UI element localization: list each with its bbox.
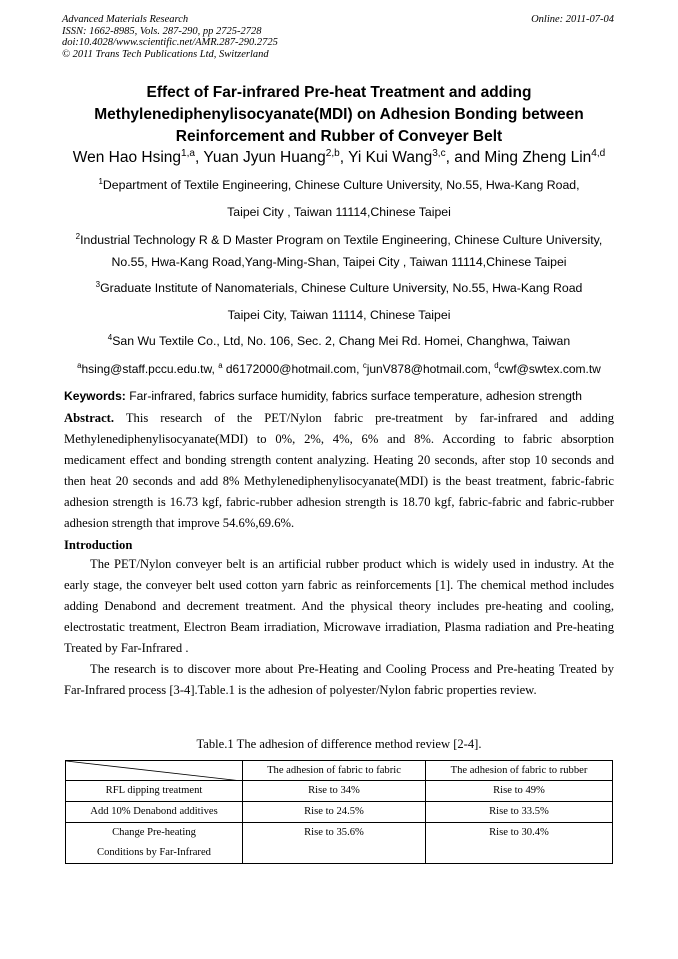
doi-line: doi:10.4028/www.scientific.net/AMR.287-290.2725 — [62, 37, 278, 49]
table-row — [66, 823, 613, 864]
email-d: cwf@swtex.com.tw — [498, 362, 601, 376]
cell-fabric-fabric: Rise to 35.6% — [243, 823, 426, 864]
author-and: , and — [445, 149, 485, 166]
journal-name: Advanced Materials Research — [62, 14, 189, 25]
author-4: Ming Zheng Lin — [484, 149, 592, 166]
affiliation-2-line-2: No.55, Hwa-Kang Road,Yang-Ming-Shan, Taipei City , Taiwan 11114,Chinese Taipei — [111, 255, 567, 269]
abstract — [64, 408, 614, 534]
author-sep: , — [195, 149, 204, 166]
affiliation-4-line-1: San Wu Textile Co., Ltd, No. 106, Sec. 2, Chang Mei Rd. Homei, Changhwa, Taiwan — [112, 334, 571, 348]
introduction-heading: Introduction — [64, 538, 133, 552]
row-label-line-1: Change Pre-heating — [112, 827, 196, 838]
affiliation-2-line-1: Industrial Technology R & D Master Program on Textile Engineering, Chinese Culture University, — [80, 233, 603, 247]
author-3: Yi Kui Wang — [348, 149, 433, 166]
author-3-sup: 3,c — [432, 147, 446, 159]
keywords — [64, 385, 616, 407]
cell-fabric-rubber: Rise to 30.4% — [425, 823, 612, 864]
email-c-sup: c — [362, 361, 367, 370]
table-header-row — [66, 761, 613, 781]
keywords-text: Far-infrared, fabrics surface humidity, fabrics surface temperature, adhesion strength — [125, 389, 583, 403]
affiliation-3 — [40, 277, 638, 326]
table-row — [66, 802, 613, 823]
email-a: hsing@staff.pccu.edu.tw, — [81, 362, 219, 376]
affiliation-2-sup: 2 — [75, 231, 81, 241]
affiliation-2 — [40, 229, 638, 273]
email-list — [40, 358, 638, 380]
cell-fabric-fabric: Rise to 24.5% — [243, 802, 426, 823]
intro-paragraph-2: The research is to discover more about Pre-Heating and Cooling Process and Pre-heating Treated by Far-Infrared process [3-4].Table.1 is the adhesion of polyester/Nylon fabric properties review. — [64, 662, 614, 697]
affiliation-4 — [40, 330, 638, 352]
col-header-fabric-fabric: The adhesion of fabric to fabric — [243, 761, 426, 781]
author-2: Yuan Jyun Huang — [203, 149, 326, 166]
title-line-3: Reinforcement and Rubber of Conveyer Belt — [175, 128, 503, 145]
table-caption: Table.1 The adhesion of difference method review [2-4]. — [196, 737, 482, 751]
author-1-sup: 1,a — [181, 147, 195, 159]
cell-fabric-fabric: Rise to 34% — [243, 781, 426, 802]
email-b-sup: a — [218, 361, 223, 370]
row-label: RFL dipping treatment — [66, 781, 243, 802]
introduction-body — [64, 554, 614, 701]
affiliation-1-sup: 1 — [98, 176, 103, 186]
affiliation-1-line-1: Department of Textile Engineering, Chinese Culture University, No.55, Hwa-Kang Road, — [102, 178, 580, 192]
col-header-fabric-rubber: The adhesion of fabric to rubber — [425, 761, 612, 781]
cell-fabric-rubber: Rise to 33.5% — [425, 802, 612, 823]
author-4-sup: 4,d — [591, 147, 606, 159]
affiliation-3-line-2: Taipei City, Taiwan 11114, Chinese Taipei — [227, 308, 451, 322]
row-label: Add 10% Denabond additives — [66, 802, 243, 823]
email-a-sup: a — [77, 361, 82, 370]
adhesion-review-table — [65, 760, 613, 864]
author-1: Wen Hao Hsing — [72, 149, 181, 166]
affiliation-1 — [40, 174, 638, 223]
issn-line: ISSN: 1662-8985, Vols. 287-290, pp 2725-2728 — [62, 25, 262, 37]
online-date: Online: 2011-07-04 — [531, 14, 614, 25]
table-corner-cell — [66, 761, 243, 781]
intro-paragraph-1: The PET/Nylon conveyer belt is an artificial rubber product which is widely used in industry. At the early stage, the conveyer belt used cotton yarn fabric as reinforcements [1]. The chemical method includes adding Denabond and decrement treatment. And the physical theory includes pre-heating and cooling, electrostatic treatment, Electron Beam irradiation, Microwave irradiation, Plasma radiation and Pre-heating Treated by Far-Infrared . — [64, 557, 614, 655]
abstract-label: Abstract. — [64, 411, 115, 425]
abstract-text: This research of the PET/Nylon fabric pre-treatment by far-infrared and adding Methylenediphenylisocyanate(MDI) to 0%, 2%, 4%, 6% and 8%. According to fabric absorption medicament effect and bonding strength content analyzing. Heating 20 seconds, after stop 10 seconds and then heat 20 seconds and add 8% Methylenediphenylisocyanate(MDI) is the beast treatment, fabric-fabric adhesion strength is 16.73 kgf, fabric-rubber adhesion strength is 18.70 kgf, fabric-fabric and fabric-rubber adhesion strength that improve 54.6%,69.6%. — [64, 411, 614, 530]
diagonal-line — [66, 761, 242, 781]
author-2-sup: 2,b — [325, 147, 340, 159]
affiliation-1-line-2: Taipei City , Taiwan 11114,Chinese Taipei — [227, 205, 451, 219]
affiliation-3-sup: 3 — [95, 279, 101, 289]
email-d-sup: d — [494, 361, 499, 370]
author-list — [20, 147, 658, 169]
copyright-line: © 2011 Trans Tech Publications Ltd, Switzerland — [62, 48, 269, 60]
table-row — [66, 781, 613, 802]
keywords-label: Keywords: — [64, 389, 126, 403]
paper-title — [40, 82, 638, 148]
row-label-line-2: Conditions by Far-Infrared — [97, 847, 211, 858]
journal-header — [62, 14, 278, 60]
cell-fabric-rubber: Rise to 49% — [425, 781, 612, 802]
row-label — [66, 823, 243, 864]
email-c: junV878@hotmail.com, — [366, 362, 495, 376]
author-sep: , — [339, 149, 349, 166]
title-line-2: Methylenediphenylisocyanate(MDI) on Adhesion Bonding between — [94, 106, 584, 123]
title-line-1: Effect of Far-infrared Pre-heat Treatment and adding — [146, 84, 532, 101]
email-b: d6172000@hotmail.com, — [222, 362, 363, 376]
affiliation-3-line-1: Graduate Institute of Nanomaterials, Chinese Culture University, No.55, Hwa-Kang Road — [100, 281, 583, 295]
affiliation-4-sup: 4 — [107, 332, 113, 342]
